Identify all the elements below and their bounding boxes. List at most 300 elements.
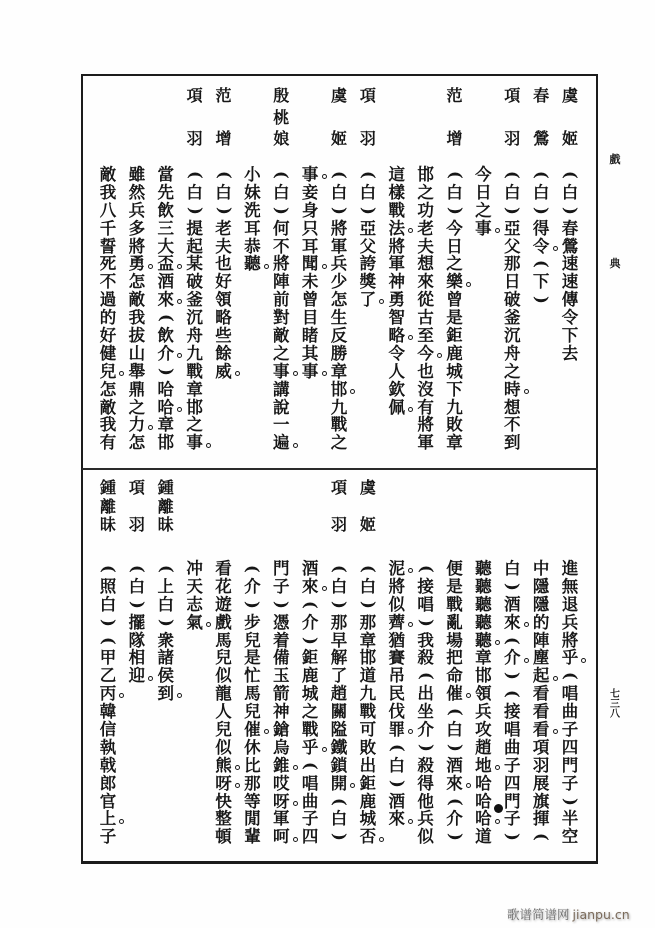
dialogue-text xyxy=(498,560,527,846)
punctuation-circle xyxy=(466,783,471,788)
glyph: 增 xyxy=(215,129,232,148)
glyph xyxy=(325,596,354,614)
glyph: 罪 xyxy=(382,721,411,739)
glyph: 怎 xyxy=(330,290,348,310)
punctuation-circle xyxy=(524,658,529,663)
glyph: 把 xyxy=(446,648,463,668)
dialogue-text xyxy=(238,560,267,846)
speaker-name xyxy=(353,87,382,147)
glyph: 城 xyxy=(446,361,463,381)
dialogue-column xyxy=(325,75,354,469)
speaker-name xyxy=(180,87,209,147)
dialogue-column xyxy=(94,469,123,862)
close-paren: ) xyxy=(156,367,176,376)
glyph: 事 xyxy=(267,363,296,381)
glyph: 釜 xyxy=(186,290,203,310)
glyph: 兒 xyxy=(215,648,232,668)
open-paren: ( xyxy=(503,171,523,179)
glyph: 想 xyxy=(417,254,434,274)
glyph: 哈 xyxy=(475,773,492,793)
dialogue-column xyxy=(556,75,585,469)
dialogue-column xyxy=(238,75,267,469)
glyph: 拔 xyxy=(128,326,146,346)
glyph: 想 xyxy=(503,397,521,417)
glyph xyxy=(498,166,527,184)
glyph: 得 xyxy=(417,773,434,793)
close-paren: ) xyxy=(503,833,523,842)
page-number xyxy=(606,690,624,720)
dialogue-column xyxy=(353,75,382,469)
glyph: 那 xyxy=(244,773,261,793)
open-paren: ( xyxy=(329,171,349,179)
glyph: 軍 xyxy=(417,433,434,453)
glyph: 前 xyxy=(272,290,290,310)
dialogue-text xyxy=(411,166,440,452)
glyph: 輩 xyxy=(244,827,261,847)
glyph: 目 xyxy=(301,308,319,328)
glyph: 姬 xyxy=(561,129,578,148)
glyph: 增 xyxy=(446,129,463,148)
open-paren: ( xyxy=(560,171,580,179)
glyph: 來 xyxy=(417,272,434,292)
punctuation-circle xyxy=(148,676,153,681)
dialogue-column xyxy=(527,75,556,469)
dialogue-text xyxy=(94,560,123,846)
glyph xyxy=(353,596,382,614)
close-paren: ) xyxy=(127,600,147,609)
glyph: 鎗 xyxy=(272,720,290,740)
glyph: 整 xyxy=(215,809,232,829)
glyph: 鹿 xyxy=(359,791,377,811)
glyph: 羽 xyxy=(359,129,376,148)
glyph xyxy=(411,560,440,578)
glyph: 曾 xyxy=(446,290,463,310)
glyph: 誓 xyxy=(99,236,117,256)
glyph: 那 xyxy=(359,612,377,632)
glyph: 佩 xyxy=(382,399,411,417)
close-paren: ) xyxy=(503,206,523,215)
open-paren: ( xyxy=(445,797,465,806)
glyph: 陣 xyxy=(532,630,550,650)
glyph: 從 xyxy=(417,290,434,310)
glyph: 四 xyxy=(561,737,579,757)
glyph: 敵 xyxy=(272,326,290,346)
dialogue-text xyxy=(325,166,354,452)
glyph: 備 xyxy=(272,648,290,668)
open-paren: ( xyxy=(301,600,321,609)
glyph: 邯 xyxy=(417,165,434,184)
glyph: 父 xyxy=(359,236,377,256)
glyph: 殺 xyxy=(417,755,434,775)
close-paren: ) xyxy=(272,600,292,609)
glyph: 去 xyxy=(561,343,579,363)
speaker-name xyxy=(151,479,180,533)
glyph: 軍 xyxy=(330,236,348,256)
dialogue-text xyxy=(527,560,556,846)
glyph: 將 xyxy=(272,254,290,274)
glyph: 亞 xyxy=(359,218,377,238)
glyph: 比 xyxy=(244,755,261,775)
glyph: 到 xyxy=(503,433,521,453)
glyph: 龍 xyxy=(215,684,232,704)
glyph: 着 xyxy=(272,630,290,650)
speaker-name xyxy=(209,479,238,533)
glyph: 遊 xyxy=(215,594,232,614)
glyph: 門 xyxy=(561,755,579,775)
speaker-name xyxy=(440,87,469,147)
glyph: 關 xyxy=(330,702,348,722)
glyph: 餘 xyxy=(215,343,232,363)
glyph: 其 xyxy=(301,343,319,363)
glyph: 離 xyxy=(99,496,116,516)
glyph: 來 xyxy=(296,578,325,596)
glyph: 之 xyxy=(272,343,290,363)
glyph: 妾 xyxy=(301,182,319,202)
glyph: 戲 xyxy=(215,612,232,632)
speaker-name xyxy=(556,479,585,533)
glyph: 鶯 xyxy=(533,129,550,148)
glyph: 提 xyxy=(186,218,203,238)
glyph: 信 xyxy=(99,720,117,740)
glyph xyxy=(151,363,180,381)
glyph xyxy=(238,596,267,614)
glyph: 似 xyxy=(215,737,232,757)
glyph: 頓 xyxy=(215,827,232,847)
glyph: 隱 xyxy=(532,576,550,596)
glyph: 兵 xyxy=(330,254,348,274)
glyph: 殷 xyxy=(273,86,290,105)
glyph: 速 xyxy=(561,254,579,274)
glyph: 少 xyxy=(330,272,348,292)
glyph: 沉 xyxy=(503,326,521,346)
speaker-name xyxy=(556,87,585,147)
glyph: 勇 xyxy=(122,255,151,273)
glyph: 說 xyxy=(272,397,290,417)
glyph: 揮 xyxy=(532,809,550,829)
glyph: 四 xyxy=(301,827,319,847)
glyph: 酒 xyxy=(157,272,174,292)
glyph: 功 xyxy=(417,200,434,220)
dialogue-column xyxy=(151,75,180,469)
glyph: 對 xyxy=(272,308,290,328)
glyph: 耳 xyxy=(244,218,261,238)
glyph: 白 xyxy=(99,594,117,614)
glyph: 隱 xyxy=(532,594,550,614)
glyph: 智 xyxy=(388,308,405,328)
open-paren: ( xyxy=(329,565,349,573)
glyph: 酒 xyxy=(446,755,463,775)
glyph xyxy=(527,828,556,846)
glyph: 春 xyxy=(533,86,550,105)
dialogue-text xyxy=(267,560,296,846)
open-paren: ( xyxy=(329,797,349,806)
glyph: 軍 xyxy=(272,809,290,829)
glyph: 兒 xyxy=(215,720,232,740)
glyph: 亞 xyxy=(503,218,521,238)
glyph: 城 xyxy=(301,684,319,704)
glyph: 出 xyxy=(359,755,377,775)
glyph: 是 xyxy=(446,308,463,328)
punctuation-circle xyxy=(293,443,298,448)
glyph: 是 xyxy=(446,576,463,596)
glyph: 鼎 xyxy=(128,379,146,399)
speaker-name xyxy=(180,479,209,533)
glyph: 樣 xyxy=(388,182,405,202)
glyph: 遍 xyxy=(267,434,296,452)
glyph: 生 xyxy=(330,308,348,328)
glyph: 事 xyxy=(296,166,325,184)
glyph: 天 xyxy=(186,576,203,596)
glyph: 睹 xyxy=(301,326,319,346)
speaker-name xyxy=(382,479,411,533)
glyph: 中 xyxy=(532,559,550,578)
dialogue-column xyxy=(325,469,354,862)
glyph xyxy=(527,202,556,220)
glyph: 唱 xyxy=(561,684,579,704)
glyph: 那 xyxy=(330,612,348,632)
glyph: 錐 xyxy=(267,757,296,775)
glyph: 得 xyxy=(532,218,550,238)
glyph: 邯 xyxy=(325,381,354,399)
glyph: 鉅 xyxy=(301,648,319,668)
glyph: 馬 xyxy=(215,630,232,650)
glyph: 虞 xyxy=(561,86,578,105)
glyph: 白 xyxy=(446,182,463,202)
glyph: 子 xyxy=(503,755,521,775)
glyph: 將 xyxy=(388,236,405,256)
close-paren: ) xyxy=(301,636,321,645)
glyph: 下 xyxy=(446,379,463,399)
glyph: 子 xyxy=(99,827,117,847)
glyph: 白 xyxy=(446,720,463,740)
glyph: 到 xyxy=(151,685,180,703)
glyph: 敵 xyxy=(99,165,117,184)
glyph: 起 xyxy=(186,236,203,256)
glyph: 沒 xyxy=(417,379,434,399)
glyph: 一 xyxy=(272,415,290,435)
punctuation-circle xyxy=(322,174,327,179)
speaker-name xyxy=(267,87,296,147)
glyph xyxy=(296,596,325,614)
glyph: 白 xyxy=(330,182,348,202)
glyph: 略 xyxy=(215,308,232,328)
glyph: 花 xyxy=(215,576,232,596)
glyph: 戰 xyxy=(388,200,405,220)
watermark xyxy=(507,905,630,923)
glyph: 將 xyxy=(128,236,146,256)
open-paren: ( xyxy=(301,761,321,770)
close-paren: ) xyxy=(272,206,292,215)
glyph: 舟 xyxy=(186,326,203,346)
glyph: 聽 xyxy=(475,594,492,614)
dialogue-column xyxy=(498,75,527,469)
glyph xyxy=(353,166,382,184)
dialogue-column xyxy=(151,469,180,862)
glyph xyxy=(440,739,469,757)
glyph: 也 xyxy=(417,361,434,381)
glyph: 曲 xyxy=(301,791,319,811)
glyph: 兵 xyxy=(128,200,146,220)
dialogue-text xyxy=(353,560,382,846)
glyph: 將 xyxy=(417,415,434,435)
glyph: 盃 xyxy=(151,255,180,273)
glyph: 諸 xyxy=(157,648,174,668)
glyph: 子 xyxy=(503,809,521,829)
glyph: 聞 xyxy=(296,255,325,273)
glyph: 將 xyxy=(388,576,405,596)
glyph: 項 xyxy=(128,478,145,497)
glyph: 之 xyxy=(475,200,492,220)
speaker-name xyxy=(498,479,527,533)
glyph: 來 xyxy=(440,775,469,793)
glyph: 虞 xyxy=(330,86,347,105)
glyph: 塵 xyxy=(532,648,550,668)
glyph: 軍 xyxy=(388,254,405,274)
glyph: 敗 xyxy=(446,415,463,435)
glyph: 將 xyxy=(330,218,348,238)
glyph xyxy=(411,614,440,632)
speaker-name xyxy=(209,87,238,147)
close-paren: ) xyxy=(503,582,523,591)
glyph: 趙 xyxy=(475,737,492,757)
glyph: 恭 xyxy=(244,236,261,256)
glyph xyxy=(556,667,585,685)
glyph: 介 xyxy=(244,576,261,596)
dialogue-column xyxy=(180,75,209,469)
punctuation-circle xyxy=(235,783,240,788)
open-paren: ( xyxy=(98,636,118,645)
dialogue-text xyxy=(527,166,556,309)
glyph: 章 xyxy=(446,433,463,453)
glyph: 呵 xyxy=(267,828,296,846)
glyph: 令 xyxy=(527,238,556,256)
glyph: 我 xyxy=(99,182,117,202)
dialogue-column xyxy=(382,75,411,469)
glyph: 日 xyxy=(475,182,492,202)
glyph: 酒 xyxy=(503,594,521,614)
glyph: 進 xyxy=(561,559,579,578)
speaker-name xyxy=(469,87,498,147)
punctuation-circle xyxy=(408,819,413,824)
glyph: 白 xyxy=(330,809,348,829)
glyph: 介 xyxy=(151,345,180,363)
glyph xyxy=(267,166,296,184)
glyph: 日 xyxy=(446,236,463,256)
glyph: 邯 xyxy=(186,397,203,417)
glyph xyxy=(556,202,585,220)
dialogue-text xyxy=(94,166,123,452)
glyph xyxy=(382,775,411,793)
close-paren: ) xyxy=(185,206,205,215)
punctuation-circle xyxy=(293,837,298,842)
glyph: 邯 xyxy=(475,666,492,686)
glyph: 乎 xyxy=(296,739,325,757)
glyph: 鶯 xyxy=(561,236,579,256)
glyph: 令 xyxy=(388,343,405,363)
dialogue-column xyxy=(411,75,440,469)
glyph: 四 xyxy=(503,773,521,793)
glyph: 威 xyxy=(209,363,238,381)
glyph xyxy=(556,166,585,184)
glyph: 等 xyxy=(244,791,261,811)
dialogue-column xyxy=(267,75,296,469)
open-paren: ( xyxy=(272,171,292,179)
glyph: 侯 xyxy=(157,666,174,686)
glyph: 山 xyxy=(128,343,146,363)
glyph: 唱 xyxy=(503,720,521,740)
open-paren: ( xyxy=(445,171,465,179)
glyph: 鍾 xyxy=(157,478,174,497)
glyph: 場 xyxy=(446,630,463,650)
glyph: 三 xyxy=(610,699,620,710)
speaker-name xyxy=(238,87,267,147)
glyph: 白 xyxy=(532,182,550,202)
open-paren: ( xyxy=(387,743,407,752)
glyph: 虞 xyxy=(359,478,376,497)
close-paren: ) xyxy=(329,600,349,609)
glyph: 曾 xyxy=(301,290,319,310)
glyph: 郎 xyxy=(99,773,117,793)
punctuation-circle xyxy=(264,264,269,269)
glyph: 馬 xyxy=(244,684,261,704)
dialogue-column xyxy=(296,75,325,469)
glyph: 之 xyxy=(186,415,203,435)
open-paren: ( xyxy=(416,672,436,681)
glyph: 不 xyxy=(99,272,117,292)
glyph: 志 xyxy=(186,594,203,614)
glyph xyxy=(238,560,267,578)
dialogue-column xyxy=(353,469,382,862)
dialogue-column xyxy=(382,469,411,862)
glyph: 項 xyxy=(359,86,376,105)
punctuation-circle xyxy=(322,586,327,591)
speaker-name xyxy=(325,87,354,147)
glyph: 曲 xyxy=(503,737,521,757)
punctuation-circle xyxy=(524,622,529,627)
glyph: 白 xyxy=(215,182,232,202)
glyph: 古 xyxy=(417,308,434,328)
glyph: 擺 xyxy=(128,612,146,632)
glyph: 兵 xyxy=(475,702,492,722)
punctuation-circle xyxy=(322,747,327,752)
glyph: 趙 xyxy=(330,684,348,704)
speaker-name xyxy=(296,479,325,533)
open-paren: ( xyxy=(127,565,147,573)
glyph: 人 xyxy=(215,702,232,722)
speaker-name xyxy=(94,479,123,533)
glyph: 九 xyxy=(359,684,377,704)
glyph: 過 xyxy=(99,290,117,310)
glyph: 三 xyxy=(157,218,174,238)
glyph xyxy=(94,560,123,578)
glyph: 來 xyxy=(382,810,411,828)
glyph: 好 xyxy=(215,272,232,292)
glyph: 速 xyxy=(561,272,579,292)
close-paren: ) xyxy=(445,743,465,752)
watermark-domain: jianpu.cn xyxy=(572,907,630,922)
glyph xyxy=(325,560,354,578)
glyph: 兒 xyxy=(244,630,261,650)
dialogue-text xyxy=(382,166,411,416)
glyph: 章 xyxy=(475,648,492,668)
punctuation-circle xyxy=(322,264,327,269)
dialogue-column xyxy=(296,469,325,862)
glyph: 羽 xyxy=(532,755,550,775)
running-title-char-2: 典 xyxy=(609,257,621,270)
glyph: 冲 xyxy=(186,559,203,578)
glyph: 開 xyxy=(325,775,354,793)
glyph: 哎 xyxy=(272,773,290,793)
